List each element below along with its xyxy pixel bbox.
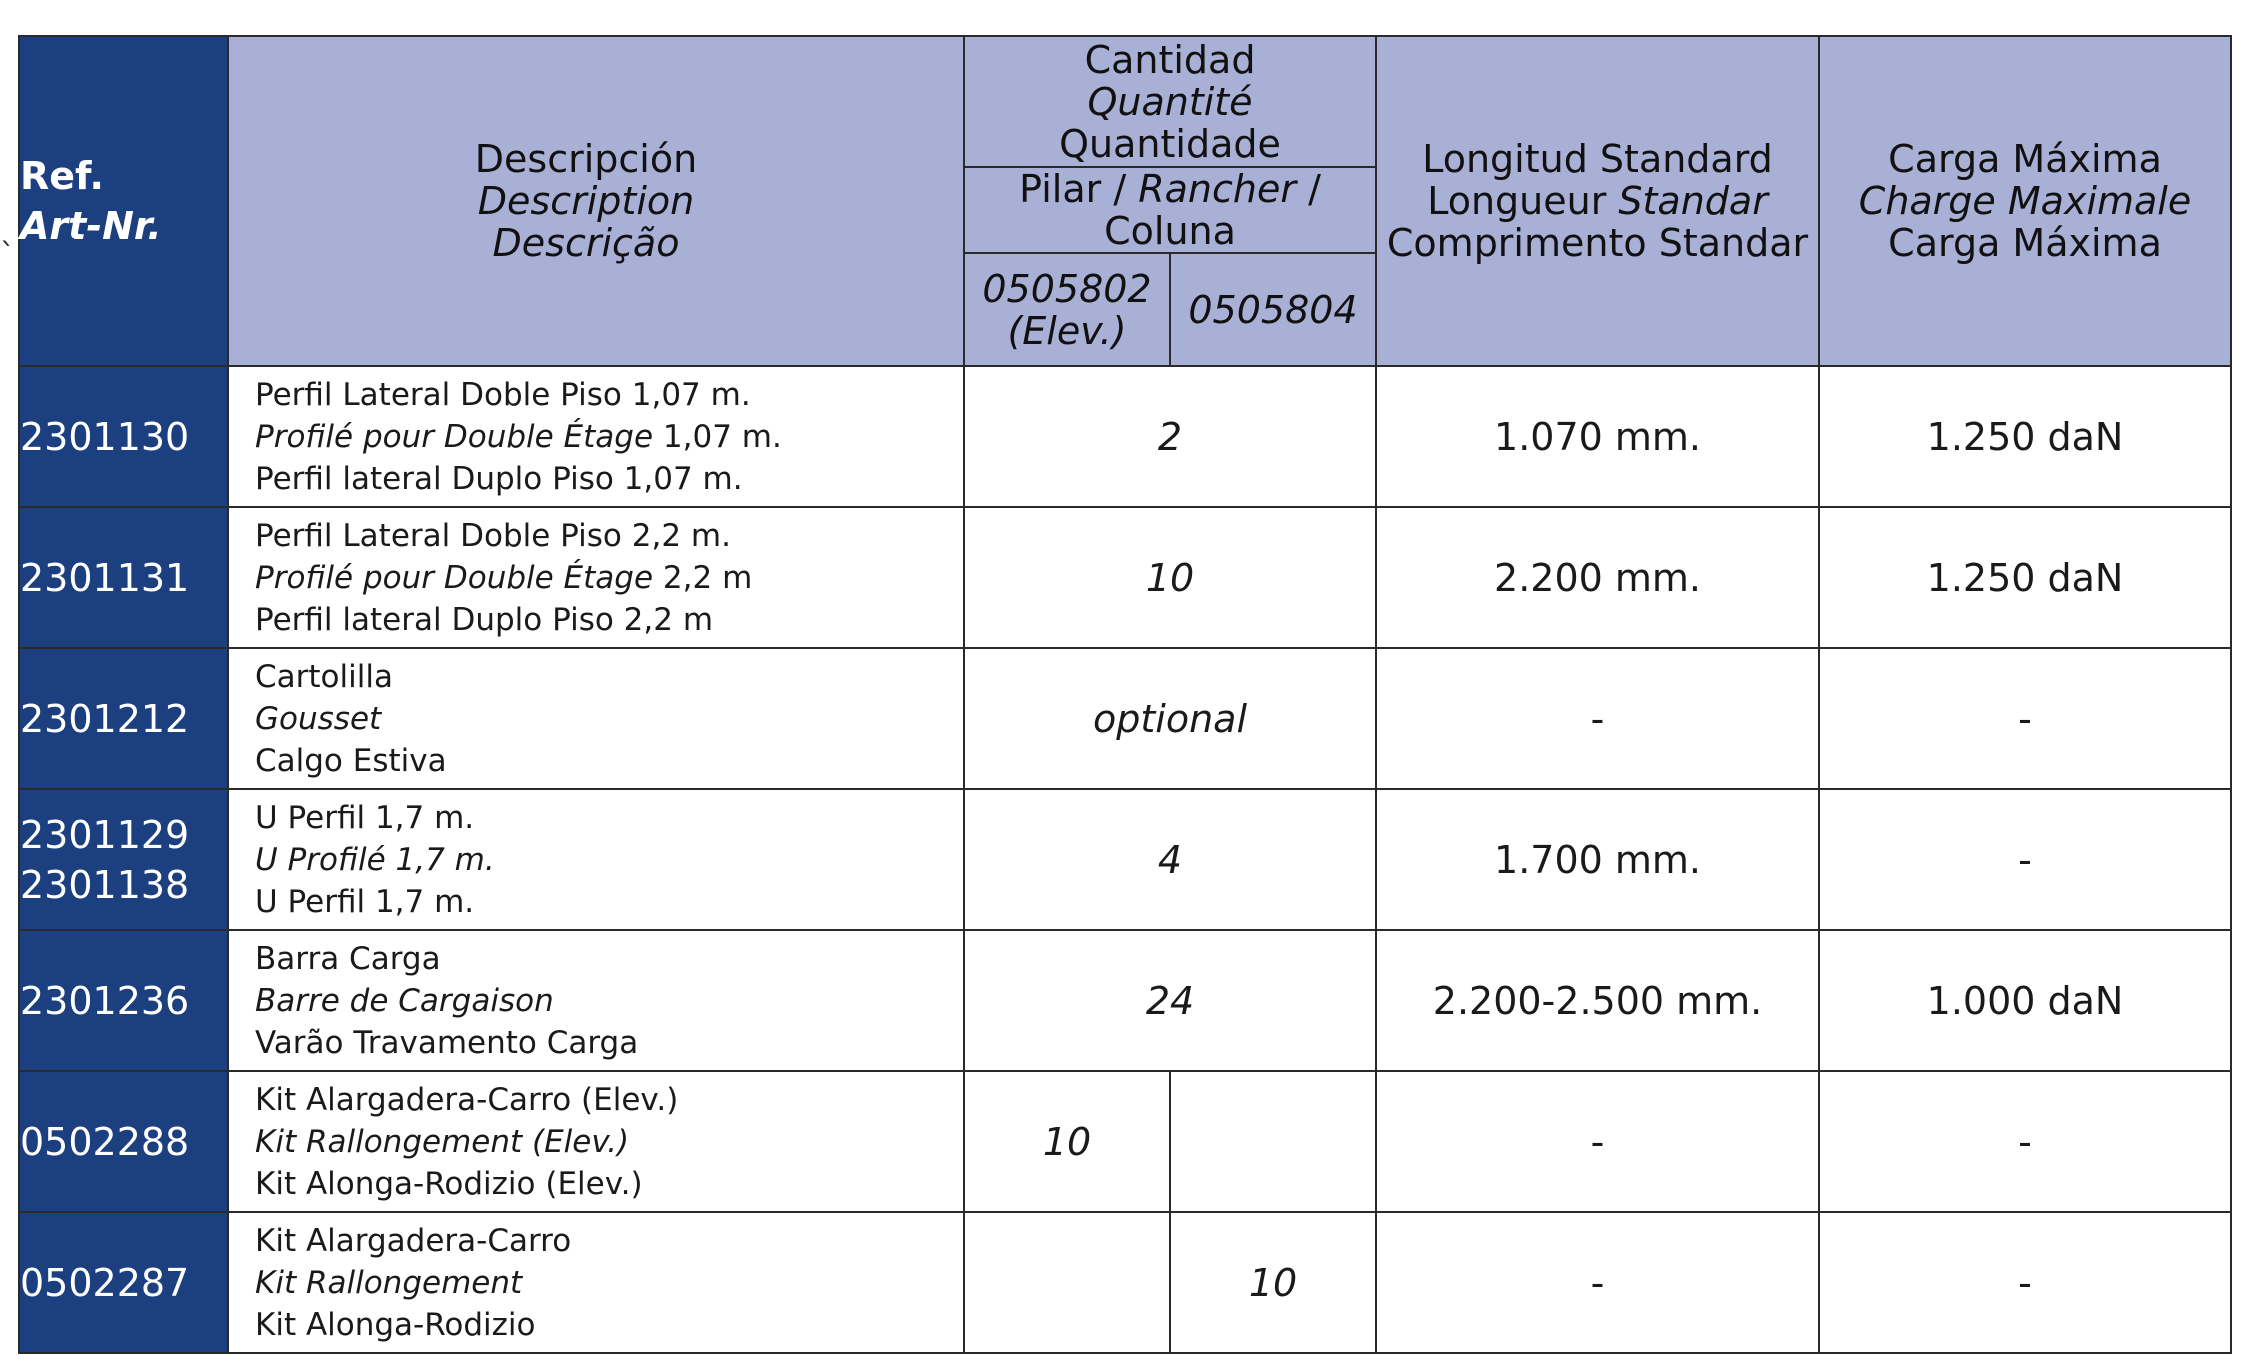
description-cell <box>228 648 964 789</box>
description-fr: Profilé pour Double Étage <box>255 418 654 455</box>
length-cell: - <box>1376 1212 1819 1353</box>
description-pt: Calgo Estiva <box>255 742 447 779</box>
load-cell: - <box>1819 789 2231 930</box>
load-cell: - <box>1819 648 2231 789</box>
length-cell: 2.200-2.500 mm. <box>1376 930 1819 1071</box>
load-cell: 1.250 daN <box>1819 507 2231 648</box>
table-row <box>19 1212 2231 1353</box>
ref-code: 2301212 <box>20 696 190 741</box>
header-description-es: Descripción <box>474 137 698 181</box>
description-cell <box>228 1212 964 1353</box>
ref-cell <box>19 930 228 1071</box>
table-row <box>19 507 2231 648</box>
description-cell <box>228 366 964 507</box>
description-es: U Perfil 1,7 m. <box>255 799 475 836</box>
length-cell: - <box>1376 1071 1819 1212</box>
header-ref-line-1: Ref. <box>20 154 104 198</box>
header-pillar-sep-1: / <box>1101 167 1139 211</box>
table-row <box>19 648 2231 789</box>
header-length-es: Longitud Standard <box>1422 137 1773 181</box>
quantity-cell: 24 <box>964 930 1376 1071</box>
quantity-cell-0505802 <box>964 1212 1170 1353</box>
header-col-0505802 <box>964 253 1170 366</box>
description-cell <box>228 507 964 648</box>
description-fr: Kit Rallongement <box>255 1264 523 1301</box>
header-quantity <box>964 36 1376 167</box>
ref-code: 2301131 <box>20 555 190 600</box>
ref-cell <box>19 1212 228 1353</box>
header-quantity-fr: Quantité <box>1087 79 1253 124</box>
description-cell <box>228 789 964 930</box>
quantity-cell: 4 <box>964 789 1376 930</box>
ref-code: 2301236 <box>20 978 190 1023</box>
header-ref-line-2: Art-Nr. <box>20 204 162 248</box>
ref-cell <box>19 1071 228 1212</box>
description-pt: Kit Alonga-Rodizio (Elev.) <box>255 1165 643 1202</box>
description-fr: Gousset <box>255 700 382 737</box>
description-fr: Profilé pour Double Étage <box>255 559 654 596</box>
length-cell: 1.070 mm. <box>1376 366 1819 507</box>
quantity-cell: optional <box>964 648 1376 789</box>
header-quantity-pt: Quantidade <box>1059 121 1281 166</box>
header-length <box>1376 36 1819 366</box>
description-pt: Perfil lateral Duplo Piso 2,2 m <box>255 601 714 638</box>
ref-code: 0502287 <box>20 1260 190 1305</box>
load-cell: - <box>1819 1071 2231 1212</box>
table-row <box>19 789 2231 930</box>
header-load <box>1819 36 2231 366</box>
load-cell: 1.250 daN <box>1819 366 2231 507</box>
header-pillar-fr: Rancher <box>1138 167 1296 211</box>
table-row <box>19 930 2231 1071</box>
description-pt: Perfil lateral Duplo Piso 1,07 m. <box>255 460 743 497</box>
table-row <box>19 1071 2231 1212</box>
header-length-pt: Comprimento Standar <box>1386 221 1809 265</box>
header-col-a-note: (Elev.) <box>1007 308 1127 353</box>
header-load-fr: Charge Maximale <box>1858 179 2192 223</box>
description-es: Cartolilla <box>255 658 393 695</box>
header-description-pt: Descrição <box>492 221 680 265</box>
header-load-es: Carga Máxima <box>1888 137 2162 181</box>
length-cell: 2.200 mm. <box>1376 507 1819 648</box>
ref-cell <box>19 366 228 507</box>
description-fr: Kit Rallongement (Elev.) <box>255 1123 630 1160</box>
description-fr-suffix: 1,07 m. <box>653 418 782 455</box>
ref-code-2: 2301138 <box>20 862 190 907</box>
header-pillar-es: Pilar <box>1019 167 1102 211</box>
header-load-pt: Carga Máxima <box>1888 221 2162 265</box>
header-col-0505804: 0505804 <box>1170 253 1376 366</box>
description-fr: Barre de Cargaison <box>255 982 554 1019</box>
header-description <box>228 36 964 366</box>
load-cell: 1.000 daN <box>1819 930 2231 1071</box>
description-es: Kit Alargadera-Carro (Elev.) <box>255 1081 679 1118</box>
table-row <box>19 366 2231 507</box>
header-pillar-sep-2: / <box>1295 167 1321 211</box>
stray-mark: ˎ <box>0 212 15 247</box>
description-cell <box>228 930 964 1071</box>
header-ref <box>19 36 228 366</box>
ref-code: 2301130 <box>20 414 190 459</box>
description-cell <box>228 1071 964 1212</box>
quantity-cell-0505802: 10 <box>964 1071 1170 1212</box>
description-fr: U Profilé 1,7 m. <box>255 841 495 878</box>
description-pt: Varão Travamento Carga <box>255 1024 639 1061</box>
description-es: Kit Alargadera-Carro <box>255 1222 572 1259</box>
ref-code: 0502288 <box>20 1119 190 1164</box>
quantity-cell-0505804: 10 <box>1170 1212 1376 1353</box>
header-pillar-pt: Coluna <box>1104 209 1236 253</box>
header-length-fr: Longueur <box>1427 179 1619 223</box>
description-es: Perfil Lateral Doble Piso 1,07 m. <box>255 376 751 413</box>
ref-cell <box>19 789 228 930</box>
header-quantity-es: Cantidad <box>1084 37 1256 82</box>
header-length-fr-italic: Standar <box>1618 179 1768 223</box>
ref-cell <box>19 648 228 789</box>
header-pillar <box>964 167 1376 253</box>
quantity-cell: 2 <box>964 366 1376 507</box>
quantity-cell-0505804 <box>1170 1071 1376 1212</box>
ref-code: 2301129 <box>20 812 190 857</box>
spec-table <box>18 35 2232 1354</box>
header-description-fr: Description <box>477 179 695 223</box>
length-cell: - <box>1376 648 1819 789</box>
description-pt: Kit Alonga-Rodizio <box>255 1306 536 1343</box>
header-col-a-code: 0505802 <box>982 266 1152 311</box>
quantity-cell: 10 <box>964 507 1376 648</box>
description-es: Perfil Lateral Doble Piso 2,2 m. <box>255 517 731 554</box>
ref-cell <box>19 507 228 648</box>
load-cell: - <box>1819 1212 2231 1353</box>
description-es: Barra Carga <box>255 940 441 977</box>
description-fr-suffix: 2,2 m <box>653 559 753 596</box>
length-cell: 1.700 mm. <box>1376 789 1819 930</box>
description-pt: U Perfil 1,7 m. <box>255 883 475 920</box>
